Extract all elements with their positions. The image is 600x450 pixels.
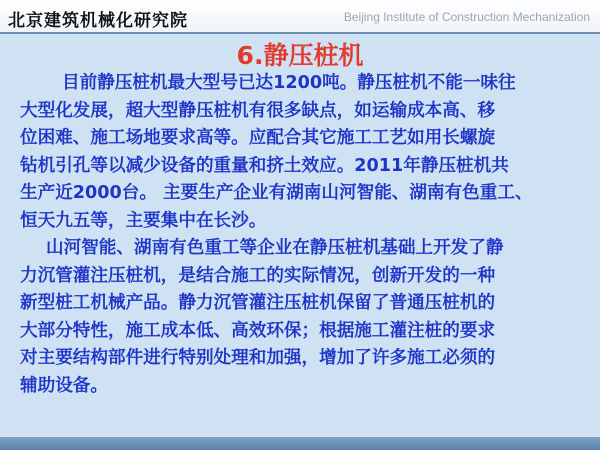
paragraph-1-line-2: 大型化发展，超大型静压桩机有很多缺点，如运输成本高、移 xyxy=(20,100,496,121)
paragraph-1-line-3: 位困难、施工场地要求高等。应配合其它施工工艺如用长螺旋 xyxy=(20,128,496,148)
slide-header xyxy=(0,0,600,34)
paragraph-2-line-6: 辅助设备。 xyxy=(20,375,108,396)
footer-bar xyxy=(0,437,600,450)
paragraph-1-line-6: 恒天九五等，主要集中在长沙。 xyxy=(20,210,267,231)
paragraph-1-line-1: 目前静压桩机最大型号已达1200吨。静压桩机不能一味往 xyxy=(62,73,516,93)
paragraph-1-line-5: 生产近2000台。 主要生产企业有湖南山河智能、湖南有色重工、 xyxy=(20,183,533,203)
paragraph-2-line-1: 山河智能、湖南有色重工等企业在静压桩机基础上开发了静 xyxy=(46,238,504,258)
header-org-name-en: Beijing Institute of Construction Mechanization xyxy=(343,10,590,24)
header-divider xyxy=(0,32,600,34)
slide-title: 6.静压桩机 xyxy=(236,41,364,70)
paragraph-2-line-3: 新型桩工机械产品。静力沉管灌注压桩机保留了普通压桩机的 xyxy=(20,293,496,313)
slide-body xyxy=(20,70,590,400)
paragraph-1-line-4: 钻机引孔等以减少设备的重量和挤土效应。2011年静压桩机共 xyxy=(20,155,509,176)
paragraph-2-line-2: 力沉管灌注压桩机，是结合施工的实际情况，创新开发的一种 xyxy=(20,265,496,286)
paragraph-2-line-4: 大部分特性，施工成本低、高效环保；根据施工灌注桩的要求 xyxy=(20,320,496,341)
paragraph-2-line-5: 对主要结构部件进行特别处理和加强，增加了许多施工必须的 xyxy=(20,348,496,368)
header-org-name: 北京建筑机械化研究院 xyxy=(8,11,188,31)
